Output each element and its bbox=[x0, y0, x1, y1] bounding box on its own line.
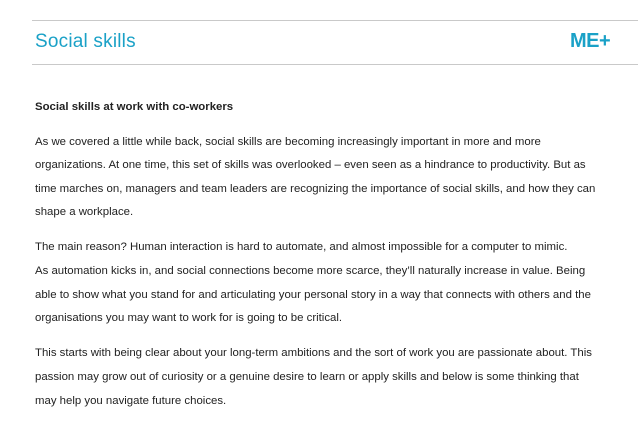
paragraph-line: shape a workplace. bbox=[35, 206, 134, 219]
paragraph-line: passion may grow out of curiosity or a genuine desire to learn or apply skills and below is some thinking that bbox=[35, 370, 579, 383]
paragraph-line: The main reason? Human interaction is hard to automate, and almost impossible for a computer to mimic. bbox=[35, 241, 568, 254]
paragraph-line: organizations. At one time, this set of skills was overlooked – even seen as a hindrance to productivity. But as bbox=[35, 159, 586, 172]
paragraph-main-reason bbox=[35, 236, 610, 330]
header-bottom-rule bbox=[32, 64, 638, 65]
paragraph-line: may help you navigate future choices. bbox=[35, 394, 227, 407]
me-plus-logo: ME+ bbox=[570, 30, 611, 52]
paragraph-ambitions bbox=[35, 342, 610, 413]
paragraph-line: able to show what you stand for and articulating your personal story in a way that connects with others and the bbox=[35, 288, 591, 301]
page-title: Social skills bbox=[35, 31, 136, 52]
article-body bbox=[35, 96, 610, 425]
article-subheading: Social skills at work with co-workers bbox=[35, 101, 234, 113]
paragraph-line: time marches on, managers and team leaders are recognizing the importance of social skills, and how they can bbox=[35, 182, 596, 195]
paragraph-intro bbox=[35, 131, 610, 225]
paragraph-line: As automation kicks in, and social connections become more scarce, they’ll naturally increase in value. Being bbox=[35, 265, 586, 278]
paragraph-line: As we covered a little while back, social skills are becoming increasingly important in more and more bbox=[35, 135, 541, 148]
paragraph-line: This starts with being clear about your long-term ambitions and the sort of work you are passionate about. This bbox=[35, 347, 592, 360]
header-top-rule bbox=[32, 20, 638, 21]
paragraph-line: organisations you may want to work for is going to be critical. bbox=[35, 312, 343, 325]
